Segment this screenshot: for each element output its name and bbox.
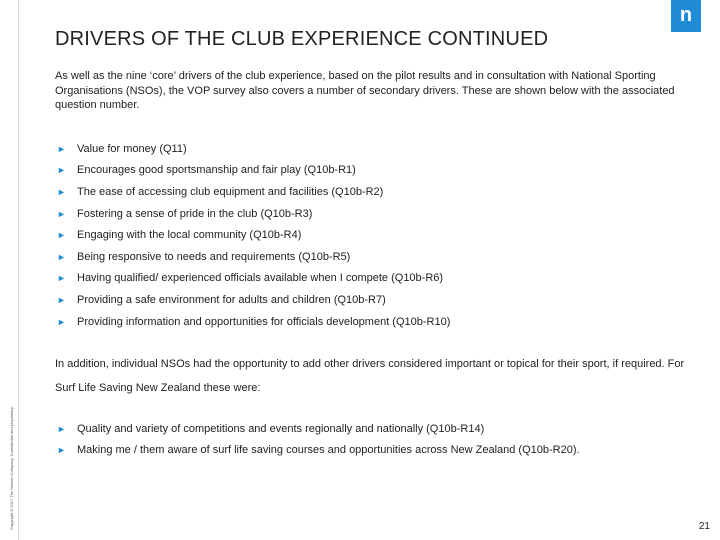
nielsen-logo: [671, 0, 701, 32]
secondary-drivers-list: [57, 138, 450, 332]
list-item-text: Being responsive to needs and requirements (Q10b-R5): [77, 250, 351, 263]
bullet-arrow-icon: ►: [57, 186, 66, 197]
list-item: [57, 440, 580, 462]
list-item-text: Making me / them aware of surf life saving courses and opportunities across New Zealand (Q10b-R20).: [77, 444, 580, 457]
bullet-arrow-icon: ►: [57, 143, 66, 154]
bullet-arrow-icon: ►: [57, 273, 66, 284]
bullet-arrow-icon: ►: [57, 208, 66, 219]
nso-drivers-list: [57, 418, 580, 461]
logo-letter: n: [679, 4, 693, 26]
list-item-text: The ease of accessing club equipment and facilities (Q10b-R2): [77, 185, 384, 198]
list-item-text: Providing a safe environment for adults and children (Q10b-R7): [77, 293, 386, 306]
sidebar: [0, 0, 19, 540]
bullet-arrow-icon: ►: [57, 165, 66, 176]
list-item-text: Having qualified/ experienced officials available when I compete (Q10b-R6): [77, 272, 444, 285]
list-item-text: Engaging with the local community (Q10b-R4): [77, 229, 302, 242]
list-item: [57, 203, 450, 225]
list-item-text: Value for money (Q11): [77, 142, 187, 155]
list-item: [57, 289, 450, 311]
list-item: [57, 160, 450, 182]
list-item-text: Fostering a sense of pride in the club (Q10b-R3): [77, 207, 313, 220]
list-item: [57, 181, 450, 203]
copyright-notice: Copyright © 2017 The Nielsen Company. Confidential and proprietary.: [9, 406, 14, 530]
bullet-arrow-icon: ►: [57, 251, 66, 262]
list-item: [57, 246, 450, 268]
bullet-arrow-icon: ►: [57, 316, 66, 327]
bullet-arrow-icon: ►: [57, 230, 66, 241]
list-item: [57, 224, 450, 246]
nso-paragraph: In addition, individual NSOs had the opportunity to add other drivers considered important or topical for their sport, if required. For Surf Life Saving New Zealand these were:: [55, 358, 685, 394]
page-title: DRIVERS OF THE CLUB EXPERIENCE CONTINUED: [55, 28, 549, 50]
list-item: [57, 311, 450, 333]
list-item: [57, 138, 450, 160]
list-item: [57, 268, 450, 290]
list-item: [57, 418, 580, 440]
list-item-text: Providing information and opportunities for officials development (Q10b-R10): [77, 315, 451, 328]
bullet-arrow-icon: ►: [57, 445, 66, 456]
list-item-text: Encourages good sportsmanship and fair play (Q10b-R1): [77, 164, 356, 177]
page-number: 21: [698, 521, 710, 532]
list-item-text: Quality and variety of competitions and events regionally and nationally (Q10b-R14): [77, 422, 485, 435]
bullet-arrow-icon: ►: [57, 423, 66, 434]
bullet-arrow-icon: ►: [57, 294, 66, 305]
intro-paragraph: As well as the nine ‘core’ drivers of the club experience, based on the pilot results and in consultation with National Sporting Organisations (NSOs), the VOP survey also covers a number of secondary drivers. These are shown below with the associated question number.: [55, 70, 675, 111]
